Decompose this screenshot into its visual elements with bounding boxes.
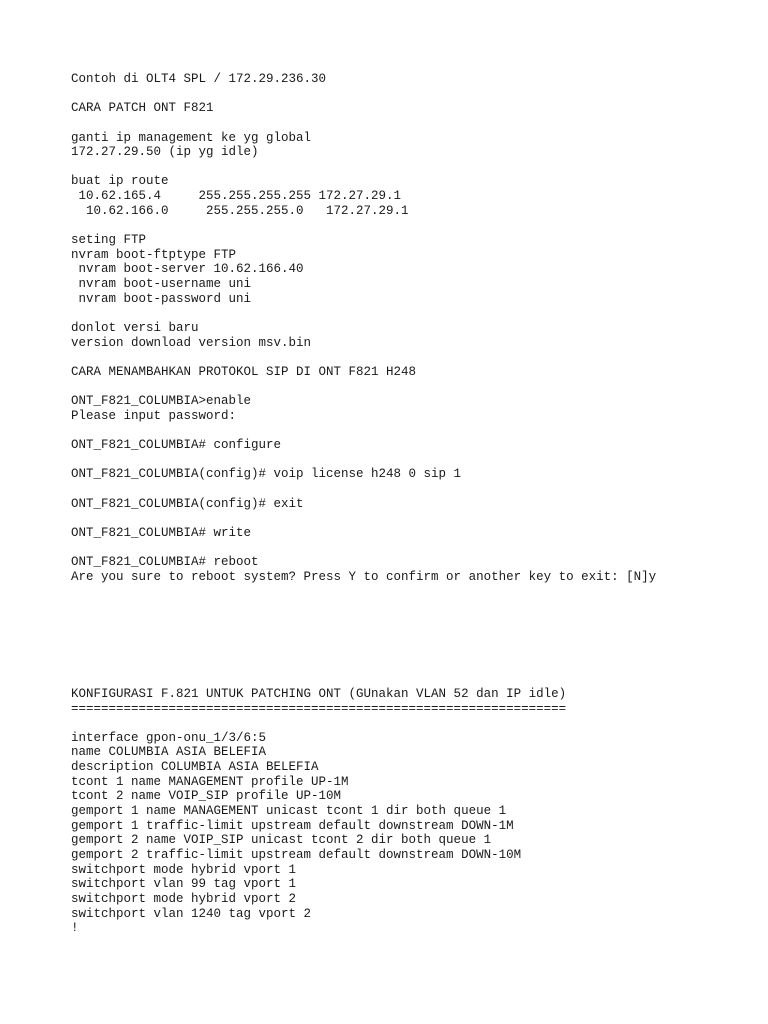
text-line: CARA MENAMBAHKAN PROTOKOL SIP DI ONT F821 H248 [71, 364, 417, 379]
text-line: ONT_F821_COLUMBIA(config)# voip license h248 0 sip 1 [71, 467, 462, 482]
text-line [71, 350, 761, 365]
text-line: gemport 2 name VOIP_SIP unicast tcont 2 dir both queue 1 [71, 833, 492, 848]
text-line: Are you sure to reboot system? Press Y to confirm or another key to exit: [N]y [71, 569, 657, 584]
text-line: switchport vlan 1240 tag vport 2 [71, 906, 312, 921]
text-line: ganti ip management ke yg global [71, 130, 312, 145]
text-line: ONT_F821_COLUMBIA(config)# exit [71, 496, 304, 511]
text-line: switchport mode hybrid vport 1 [71, 862, 297, 877]
text-line [71, 628, 761, 643]
text-line: ! [71, 921, 79, 936]
text-line: Contoh di OLT4 SPL / 172.29.236.30 [71, 72, 327, 86]
text-line: ONT_F821_COLUMBIA# reboot [71, 555, 259, 570]
text-line [71, 614, 761, 629]
text-line: ONT_F821_COLUMBIA# configure [71, 438, 282, 453]
text-line: interface gpon-onu_1/3/6:5 [71, 730, 267, 745]
text-line [71, 423, 761, 438]
text-line [71, 658, 761, 673]
text-line [71, 306, 761, 321]
text-line: nvram boot-password uni [71, 291, 252, 306]
text-line [71, 116, 761, 131]
text-line: ONT_F821_COLUMBIA# write [71, 525, 252, 540]
text-line: nvram boot-username uni [71, 276, 252, 291]
text-line: 10.62.166.0 255.255.255.0 172.27.29.1 [71, 203, 409, 218]
text-line: tcont 2 name VOIP_SIP profile UP-10M [71, 789, 342, 804]
text-line: ONT_F821_COLUMBIA>enable [71, 394, 252, 409]
text-line: description COLUMBIA ASIA BELEFIA [71, 760, 319, 775]
text-line [71, 584, 761, 599]
text-line: version download version msv.bin [71, 335, 312, 350]
text-line: gemport 1 name MANAGEMENT unicast tcont 1 dir both queue 1 [71, 804, 507, 819]
text-line: 172.27.29.50 (ip yg idle) [71, 145, 259, 160]
text-line: seting FTP [71, 233, 147, 248]
text-line: name COLUMBIA ASIA BELEFIA [71, 745, 267, 760]
text-line: ================================================================== [71, 701, 567, 716]
text-line [71, 453, 761, 468]
text-line: 10.62.165.4 255.255.255.255 172.27.29.1 [71, 189, 402, 204]
text-line [71, 511, 761, 526]
text-line [71, 87, 761, 102]
text-line: nvram boot-server 10.62.166.40 [71, 262, 304, 277]
text-line: gemport 1 traffic-limit upstream default downstream DOWN-1M [71, 818, 514, 833]
text-line: gemport 2 traffic-limit upstream default downstream DOWN-10M [71, 847, 522, 862]
text-line [71, 672, 761, 687]
text-line: tcont 1 name MANAGEMENT profile UP-1M [71, 774, 349, 789]
text-line [71, 541, 761, 556]
text-line [71, 482, 761, 497]
text-line [71, 379, 761, 394]
text-line: switchport vlan 99 tag vport 1 [71, 877, 297, 892]
text-line: Please input password: [71, 408, 237, 423]
text-line: donlot versi baru [71, 320, 199, 335]
text-line: buat ip route [71, 174, 169, 189]
text-line [71, 160, 761, 175]
text-line: CARA PATCH ONT F821 [71, 101, 214, 116]
text-line [71, 716, 761, 731]
text-line: KONFIGURASI F.821 UNTUK PATCHING ONT (GUnakan VLAN 52 dan IP idle) [71, 686, 567, 701]
text-line: switchport mode hybrid vport 2 [71, 891, 297, 906]
document-body [71, 72, 761, 936]
text-line [71, 599, 761, 614]
text-line [71, 218, 761, 233]
text-line [71, 643, 761, 658]
text-line: nvram boot-ftptype FTP [71, 247, 237, 262]
